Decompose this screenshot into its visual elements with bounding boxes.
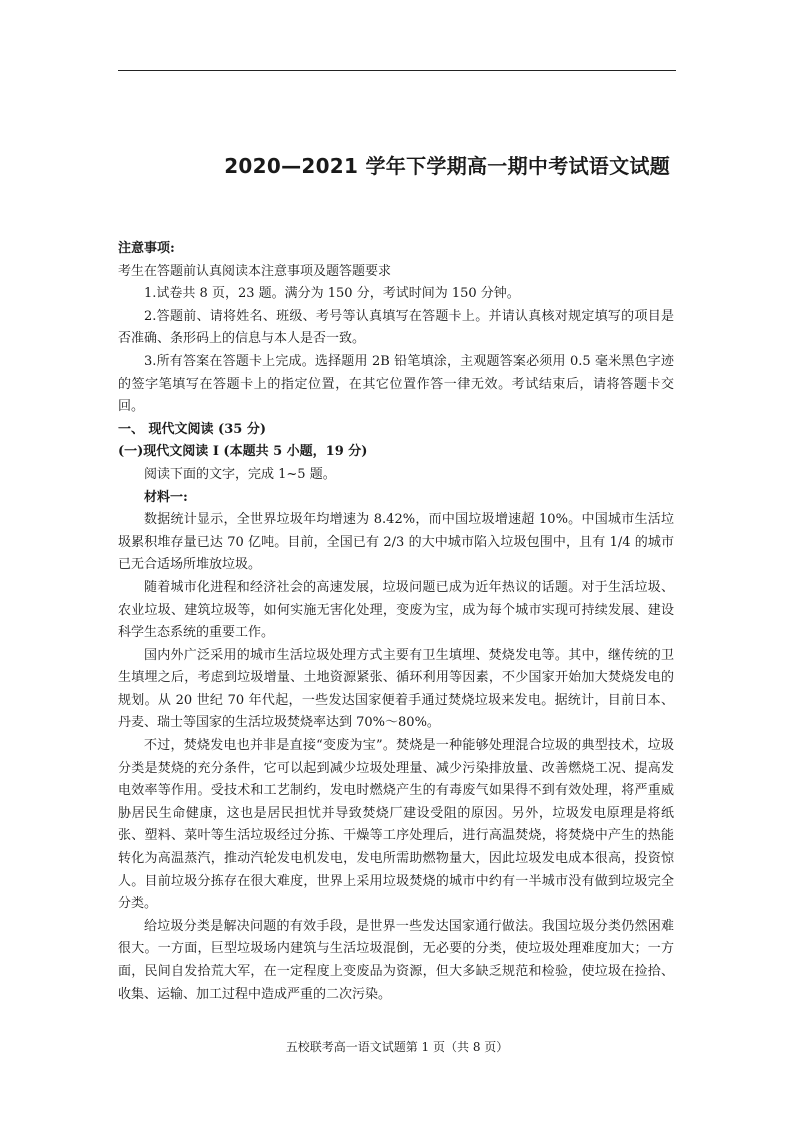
subsection-heading: (一)现代文阅读 I (本题共 5 小题，19 分): [118, 444, 368, 460]
section-heading: 一、 现代文阅读 (35 分): [118, 421, 266, 437]
paragraph: 数据统计显示，全世界垃圾年均增速为 8.42%，而中国垃圾增速超 10%。中国城市生活垃圾累积堆存量已达 70 亿吨。目前，全国已有 2/3 的大中城市陷入垃圾包围中，且有 1/4 的城市已无合适场所堆放垃圾。: [118, 512, 674, 573]
material-heading: 材料一:: [144, 489, 188, 505]
notice-item-1: 1.试卷共 8 页，23 题。满分为 150 分，考试时间为 150 分钟。: [144, 286, 520, 302]
notice-item-3: 3.所有答案在答题卡上完成。选择题用 2B 铅笔填涂，主观题答案必须用 0.5 毫米黑色字迹的签字笔填写在答题卡上的指定位置，在其它位置作答一律无效。考试结束后，请将答题卡交回。: [118, 353, 674, 415]
page-title: 2020—2021 学年下学期高一期中考试语文试题: [224, 154, 670, 178]
document-body: [118, 238, 674, 1006]
header-rule: [118, 70, 676, 71]
paragraph: 给垃圾分类是解决问题的有效手段，是世界一些发达国家通行做法。我国垃圾分类仍然困难很大。一方面，巨型垃圾场内建筑与生活垃圾混倒，无必要的分类，使垃圾处理难度加大；一方面，民间自发拾荒大军，在一定程度上变废品为资源，但大多缺乏规范和检验，使垃圾在捡拾、收集、运输、加工过程中造成严重的二次污染。: [118, 918, 674, 1002]
paragraph: 不过，焚烧发电也并非是直接“变废为宝”。焚烧是一种能够处理混合垃圾的典型技术，垃圾分类是焚烧的充分条件，它可以起到减少垃圾处理量、减少污染排放量、改善燃烧工况、提高发电效率等作用。受技术和工艺制约，发电时燃烧产生的有毒废气如果得不到有效处理，将严重威胁居民生命健康，这也是居民担忧并导致焚烧厂建设受阻的原因。另外，垃圾发电原理是将纸张、塑料、菜叶等生活垃圾经过分拣、干燥等工序处理后，进行高温焚烧，将焚烧中产生的热能转化为高温蒸汽，推动汽轮发电机发电，发电所需助燃物量大，因此垃圾发电成本很高，投资惊人。目前垃圾分拣存在很大难度，世界上采用垃圾焚烧的城市中约有一半城市没有做到垃圾完全分类。: [118, 738, 674, 912]
page-footer: 五校联考高一语文试题第 1 页（共 8 页）: [285, 1040, 509, 1054]
notice-intro: 考生在答题前认真阅读本注意事项及题答题要求: [118, 263, 392, 279]
notice-item-2: 2.答题前、请将姓名、班级、考号等认真填写在答题卡上。并请认真核对规定填写的项目是否准确、条形码上的信息与本人是否一致。: [118, 308, 674, 347]
notice-heading: 注意事项:: [118, 241, 175, 256]
reading-instruction: 阅读下面的文字，完成 1~5 题。: [144, 466, 336, 482]
paragraph: 国内外广泛采用的城市生活垃圾处理方式主要有卫生填埋、焚烧发电等。其中，继传统的卫生填埋之后，考虑到垃圾增量、土地资源紧张、循环利用等因素，不少国家开始加大焚烧发电的规划。从 20 世纪 70 年代起，一些发达国家便着手通过焚烧垃圾来发电。据统计，目前日本、丹麦、瑞士等国家的生活垃圾焚烧率达到 70%～80%。: [118, 647, 674, 731]
paragraph: 随着城市化进程和经济社会的高速发展，垃圾问题已成为近年热议的话题。对于生活垃圾、农业垃圾、建筑垃圾等，如何实施无害化处理，变废为宝，成为每个城市实现可持续发展、建设科学生态系统的重要工作。: [118, 579, 674, 641]
